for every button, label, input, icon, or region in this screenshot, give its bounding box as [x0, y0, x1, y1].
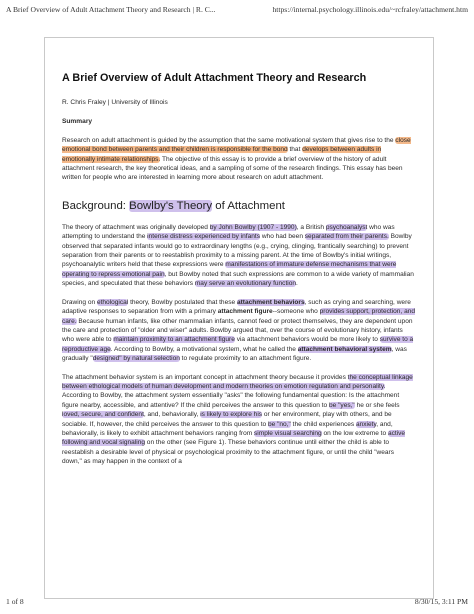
text-run: the child experiences	[290, 420, 356, 428]
summary-paragraph	[62, 136, 415, 183]
highlighted-text: attachment behaviors	[236, 298, 305, 306]
text-run: or her environment, play with others, and be sociable. If, however, the child perceives the answer to this question to	[62, 411, 392, 428]
background-heading-suffix: of Attachment	[212, 199, 285, 212]
highlighted-text: survive to a reproductive age	[62, 336, 414, 353]
background-paragraph-1	[62, 223, 415, 289]
background-heading-highlight: Bowlby's Theory	[129, 199, 213, 212]
print-datetime: 8/30/15, 3:11 PM	[414, 597, 468, 606]
highlighted-text: ethological	[96, 298, 129, 306]
highlighted-text: anxiety	[356, 420, 377, 428]
page-url[interactable]: https://internal.psychology.illinois.edu/~rcfraley/attachment.htm	[272, 5, 468, 14]
background-paragraph-2	[62, 298, 415, 364]
browser-tab-title: A Brief Overview of Adult Attachment Theory and Research | R. C...	[6, 5, 216, 14]
author-line: R. Chris Fraley | University of Illinois	[62, 99, 168, 106]
highlighted-text: develops between adults in emotionally intimate relationships.	[62, 146, 382, 163]
text-run: on the low extreme to	[321, 429, 388, 437]
highlighted-text: be "no,"	[267, 420, 291, 428]
highlighted-text: intense distress experienced by infants	[147, 233, 260, 241]
highlighted-text: psychoanalyst	[325, 223, 368, 231]
browser-header	[6, 5, 468, 17]
highlighted-text: attachment behavioral system	[297, 345, 392, 353]
page-title: A Brief Overview of Adult Attachment Theory and Research	[62, 72, 367, 84]
text-run: on the other (see Figure 1). These behaviors continue until either the child is able to reestablish a desirable level of physical or psychological proximity to the attachment figure, or until the child "wears down," as may happen in the context of a	[62, 439, 395, 466]
text-run: , was gradually "	[62, 345, 407, 363]
highlighted-text: is likely to explore his	[200, 411, 263, 419]
text-run: The attachment behavior system is an important concept in attachment theory because it provides	[62, 373, 348, 381]
highlighted-text: loved, secure, and confident	[62, 411, 144, 419]
summary-heading: Summary	[62, 118, 93, 126]
background-heading-prefix: Background:	[62, 199, 130, 212]
background-paragraph-3	[62, 373, 415, 467]
highlighted-text: may serve an evolutionary function	[194, 280, 297, 288]
text-run: who had been	[260, 233, 305, 241]
text-run: to regulate proximity to an attachment figure.	[179, 355, 312, 363]
highlighted-text: be "yes,"	[329, 401, 355, 409]
text-run: theory, Bowlby postulated that these	[128, 298, 237, 306]
highlighted-text: active following and vocal signaling	[62, 429, 406, 447]
highlighted-text: maintain proximity to an attachment figure	[113, 336, 235, 344]
document-page	[44, 37, 434, 599]
highlighted-text: separated from their parents.	[304, 233, 389, 241]
text-run: The objective of this essay is to provide a brief overview of the history of adult attachment research, the key theoretical ideas, and a sampling of some of the research findings. This essay has been written for people who are interested in learning more about research on adult attachment.	[62, 155, 403, 182]
text-run: attachment figure	[217, 308, 273, 316]
text-run: he or she feels	[354, 401, 400, 409]
text-run: , a British	[296, 223, 326, 231]
text-run: The theory of attachment was originally developed	[62, 223, 210, 231]
highlighted-text: provides support, protection, and care.	[62, 308, 415, 325]
page-number: 1 of 8	[6, 597, 24, 606]
text-run: Bowlby observed that separated infants would go to extraordinary lengths (e.g., crying, clinging, frantically searching) to prevent separation from their parents or to reestablish proximity to a missing parent. At the time of Bowlby's initial writings, psychoanalytic writers held that these expressions were	[62, 233, 412, 269]
text-run: who was attempting to understand the	[62, 223, 395, 241]
highlighted-text: by John Bowlby (1907 - 1990)	[209, 223, 297, 231]
background-heading	[62, 199, 415, 214]
text-run: Because human infants, like other mammalian infants, cannot feed or protect themselves, they are dependent upon the care and protection of "older and wiser" adults. Bowlby argued that, over the course of evolutionary history, infants who were able to	[62, 317, 413, 344]
highlighted-text: designed" by natural selection	[92, 355, 180, 363]
text-run: , such as crying and searching, were adaptive responses to separation from with a primary	[62, 298, 411, 316]
text-run: . According to Bowlby, a motivational system, what he called the	[110, 345, 298, 353]
text-run: .	[296, 280, 298, 288]
text-run: Research on adult attachment is guided by the assumption that the same motivational system that gives rise to the	[62, 136, 396, 144]
text-run: , but Bowlby noted that such expressions are common to a wide variety of mammalian species, and speculated that these behaviors	[62, 270, 414, 288]
highlighted-text: close emotional bond between parents and their children is responsible for the bond	[62, 136, 411, 154]
highlighted-text: manifestations of immature defense mechanisms that were operating to repress emotional pain	[62, 261, 397, 278]
text-run: According to Bowlby, the attachment system essentially "asks" the following fundamental question: Is the attachment figure nearby, accessible, and attentive? If the child perceives the answer to this question to	[62, 392, 400, 409]
highlighted-text: simple visual searching	[254, 429, 322, 437]
text-run: Drawing on	[62, 298, 97, 306]
highlighted-text: the conceptual linkage between ethological models of human development and modern theories on emotion regulation and personality.	[62, 373, 413, 390]
text-run: via attachment behaviors would be more likely to	[234, 336, 380, 344]
text-run: --someone who	[272, 308, 320, 316]
document-content	[62, 71, 415, 467]
text-run: , and, behaviorally,	[143, 411, 201, 419]
text-run: , and, behaviorally, is likely to exhibit attachment behaviors ranging from	[62, 420, 393, 437]
text-run: that	[287, 146, 303, 154]
